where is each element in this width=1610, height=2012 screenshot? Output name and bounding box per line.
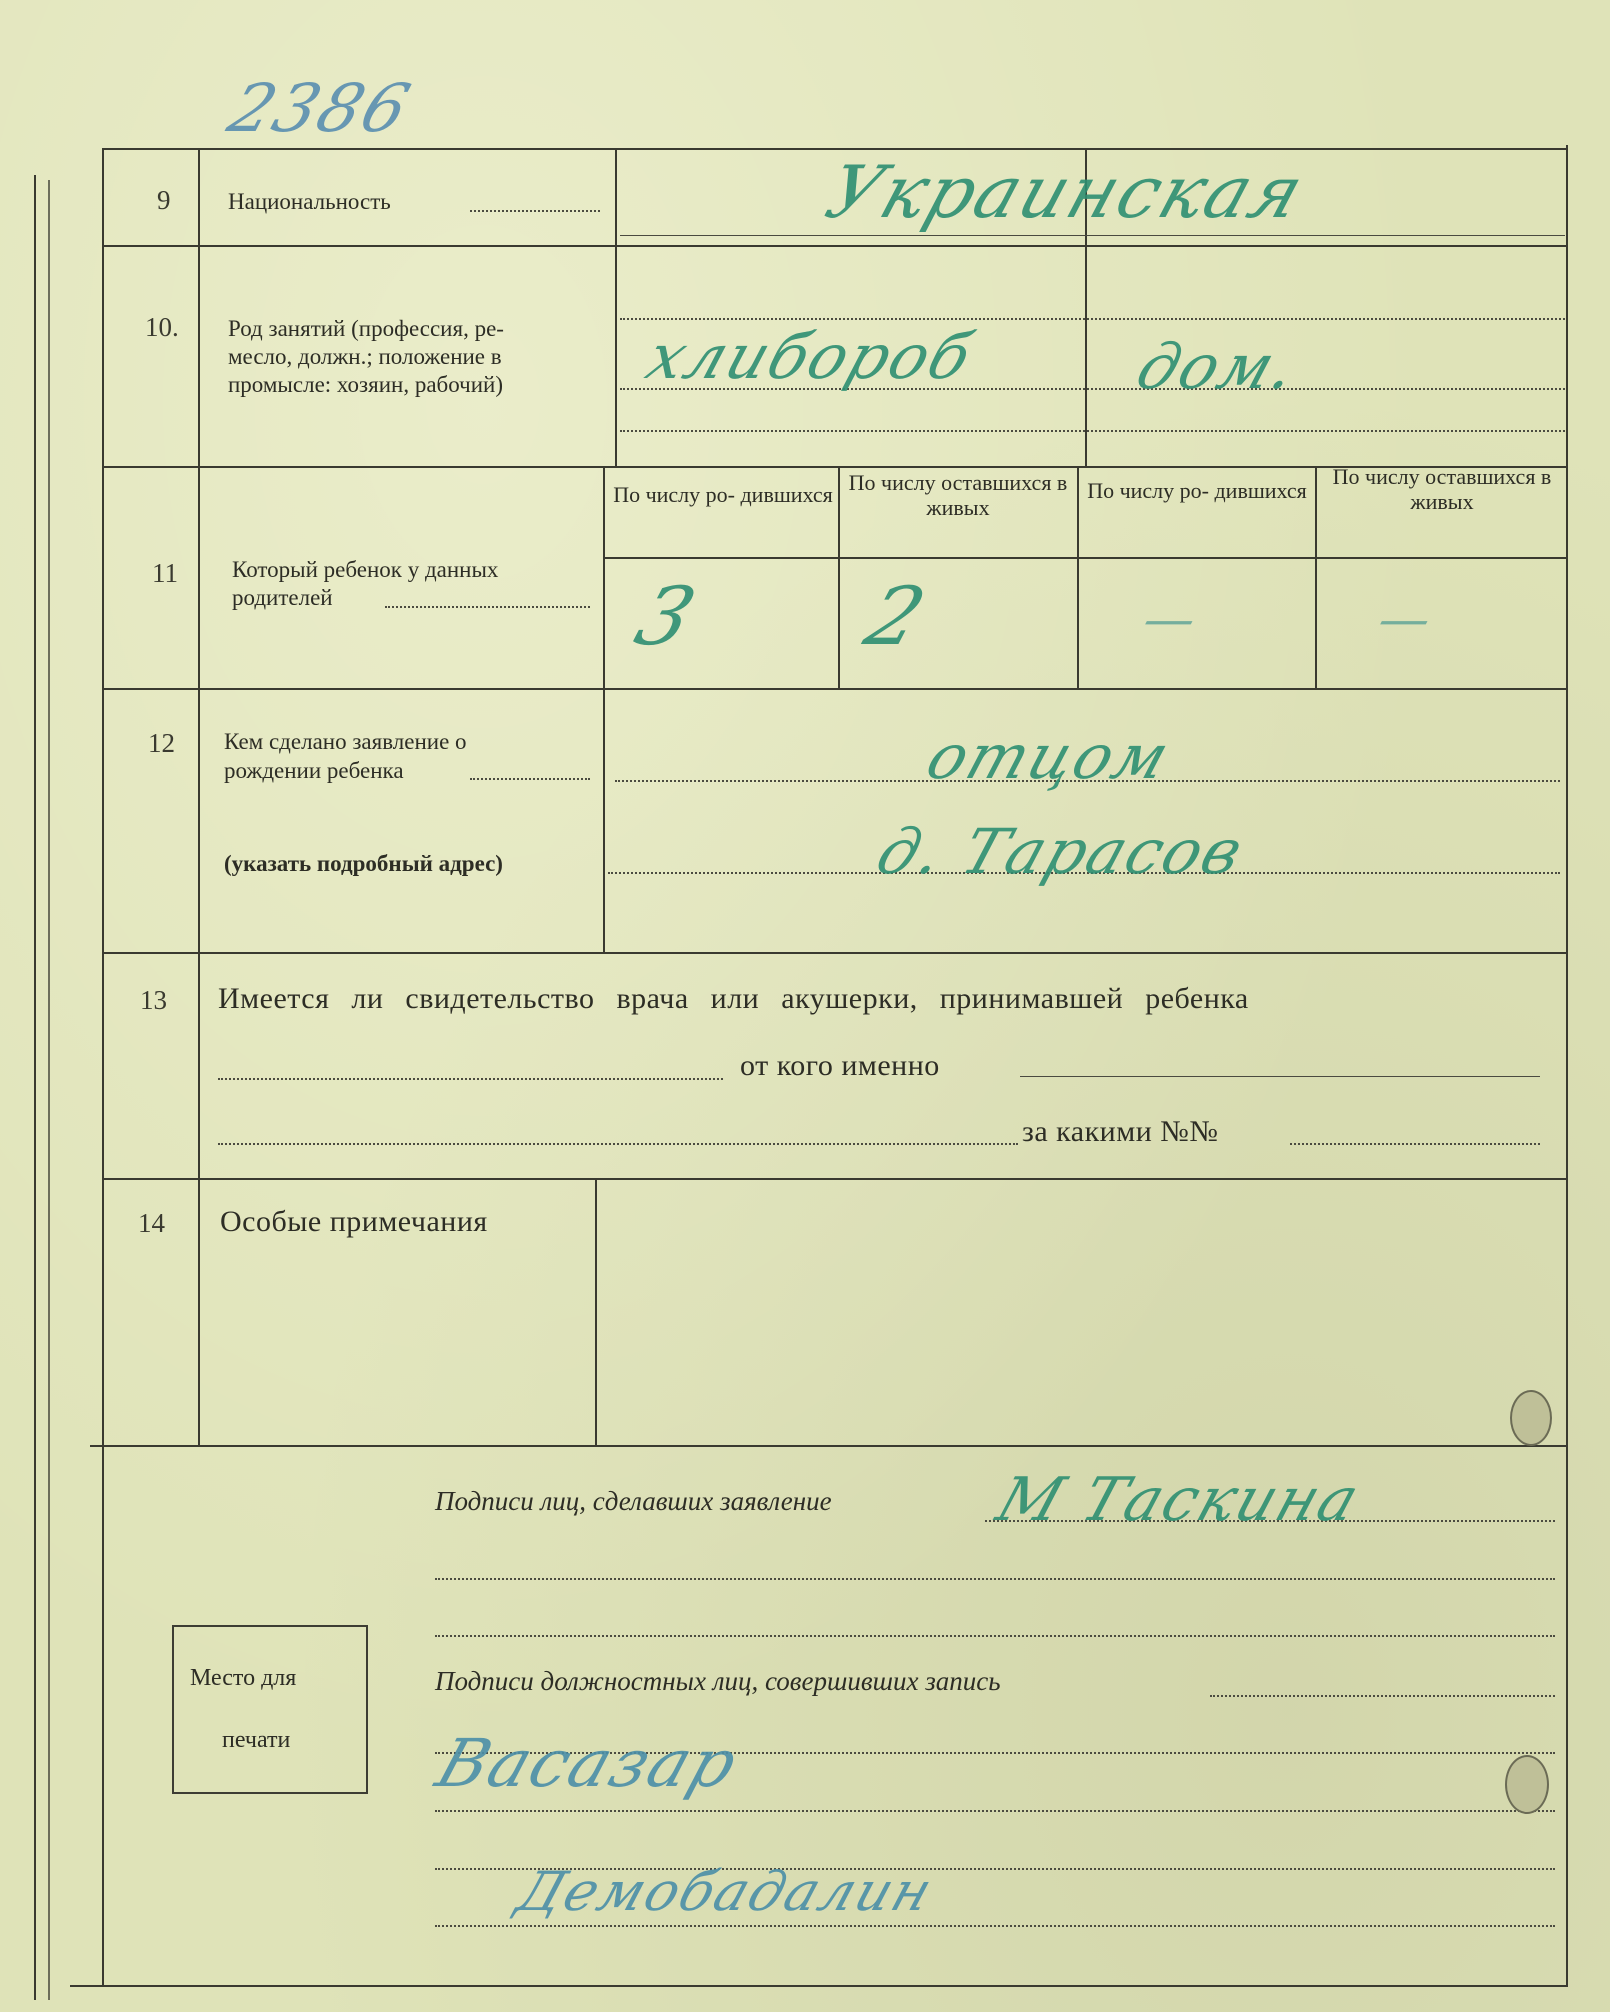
- born-count-handwritten: 3: [624, 570, 709, 663]
- frame-left: [102, 150, 104, 1985]
- father-occupation-handwritten: хлибороб: [638, 320, 983, 393]
- seal-box: [172, 1625, 368, 1794]
- applicants-signature-label: Подписи лиц, сделавших заявление: [435, 1486, 832, 1516]
- alive-count-2-handwritten: —: [1370, 590, 1442, 648]
- row-13-dotline-4: [1290, 1143, 1540, 1145]
- row-9-number: 9: [157, 185, 171, 215]
- row-9-label: Национальность: [228, 189, 391, 214]
- alive-count-handwritten: 2: [854, 570, 939, 663]
- row-11-col-4: [1315, 466, 1317, 688]
- frame-top: [102, 148, 1568, 150]
- row-sep-13: [102, 1178, 1568, 1180]
- row-11-label-2: родителей: [232, 585, 333, 610]
- row-sep-9: [102, 245, 1568, 247]
- row-10-label-3: промысле: хозяин, рабочий): [228, 372, 503, 397]
- officials-dotline-1: [1210, 1695, 1555, 1697]
- row-11-col-2: [838, 466, 840, 688]
- born-count-2-handwritten: —: [1135, 590, 1207, 648]
- row-11-subhead-4: По числу оставшихся в живых: [1332, 464, 1552, 514]
- applicants-dotline-3: [435, 1635, 1555, 1637]
- binder-hole-bottom: [1505, 1755, 1549, 1814]
- row-13-number: 13: [140, 985, 167, 1015]
- archive-number: 2386: [219, 70, 421, 147]
- address-handwritten: д. Тарасов: [868, 815, 1254, 888]
- frame-right: [1566, 145, 1568, 1985]
- row-10-dotline-3: [620, 430, 1565, 432]
- row-11-subhead-line: [605, 557, 1567, 559]
- declarant-handwritten: отцом: [918, 720, 1180, 793]
- seal-label-2: печати: [222, 1727, 291, 1753]
- row-11-subhead-1: По числу ро- дившихся: [613, 482, 833, 507]
- label-col-divider-3: [595, 1178, 597, 1445]
- row-11-col-3: [1077, 466, 1079, 688]
- row-12-leader: [470, 778, 590, 780]
- row-11-leader: [385, 606, 590, 608]
- row-11-number: 11: [152, 558, 178, 588]
- row-13-dotline-1: [218, 1078, 723, 1080]
- row-11-subhead-3: По числу ро- дившихся: [1087, 478, 1307, 503]
- row-13-from-whom: от кого именно: [740, 1049, 940, 1082]
- row-10-number: 10.: [145, 312, 179, 342]
- row-12-number: 12: [148, 728, 175, 758]
- row-11-subhead-2: По числу оставшихся в живых: [848, 470, 1068, 520]
- row-sep-11: [102, 688, 1568, 690]
- official-signature-1: Васазар: [427, 1725, 749, 1802]
- row-9-line: [620, 235, 1565, 236]
- row-12-label-1: Кем сделано заявление о: [224, 729, 467, 754]
- officials-dotline-5: [435, 1925, 1555, 1927]
- applicant-signature: М Таскина: [988, 1465, 1370, 1535]
- row-sep-12: [102, 952, 1568, 954]
- label-col-divider-2: [603, 466, 605, 952]
- row-12-label-2: рождении ребенка: [224, 758, 404, 783]
- row-13-numbers-label: за какими №№: [1022, 1115, 1219, 1148]
- frame-bottom: [70, 1985, 1568, 1987]
- row-9-leader: [470, 210, 600, 212]
- binding-edge: [34, 175, 36, 2000]
- row-14-label: Особые примечания: [220, 1205, 488, 1238]
- row-13-question: Имеется ли свидетельство врача или акушерки, принимавшей ребенка: [218, 982, 1249, 1015]
- row-13-dotline-3: [218, 1143, 1018, 1145]
- row-sep-14: [90, 1445, 1568, 1447]
- mother-occupation-handwritten: дом.: [1128, 330, 1308, 403]
- binder-hole-top: [1510, 1390, 1552, 1446]
- officials-signature-label: Подписи должностных лиц, совершивших запись: [435, 1666, 1001, 1696]
- label-col-divider: [615, 150, 617, 468]
- row-12-address-label: (указать подробный адрес): [224, 851, 503, 876]
- num-col-divider: [198, 150, 200, 1445]
- nationality-handwritten: Украинская: [816, 150, 1316, 234]
- row-10-label-2: месло, должн.; положение в: [228, 344, 502, 369]
- row-13-line-2: [1020, 1076, 1540, 1077]
- binding-edge-2: [48, 180, 50, 2000]
- seal-label-1: Место для: [190, 1665, 297, 1691]
- row-11-label-1: Который ребенок у данных: [232, 557, 499, 582]
- row-10-label-1: Род занятий (профессия, ре-: [228, 316, 504, 341]
- row-14-number: 14: [138, 1208, 165, 1238]
- officials-dotline-3: [435, 1810, 1555, 1812]
- applicants-dotline-2: [435, 1578, 1555, 1580]
- official-signature-2: Демобадалин: [509, 1860, 942, 1923]
